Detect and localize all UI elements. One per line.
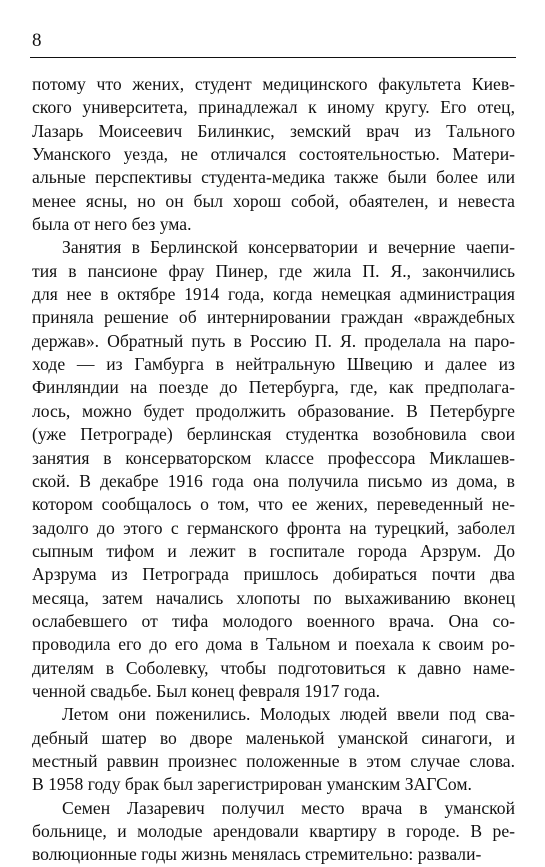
text-line: Лазарь Моисеевич Билинкис, земский врач из Тального	[32, 120, 515, 141]
text-line: Уманского уезда, не отличался состоятельностью. Матери-	[32, 144, 515, 165]
text-line: приняла решение об интернировании граждан «враждебных	[32, 307, 515, 328]
text-line: ченной свадьбе. Был конец февраля 1917 года.	[32, 680, 381, 701]
text-line: сыпным тифом и лежит в госпитале города Арзрум. До	[32, 540, 515, 561]
text-line: менее ясны, но он был хорош собой, обаятелен, и невеста	[32, 190, 515, 211]
paragraph	[32, 236, 515, 703]
text-line: потому что жених, студент медицинского факультета Киев-	[32, 74, 515, 94]
text-line: котором сообщалось о том, что ее жених, переведенный не-	[32, 494, 515, 515]
text-line: занятия в консерваторском классе профессора Миклашев-	[32, 447, 515, 468]
text-line: лось, можно будет продолжить образование. В Петербурге	[32, 400, 515, 421]
page-number: 8	[32, 30, 42, 51]
text-line: местный раввин произнес положенные в этом случае слова.	[32, 750, 515, 771]
text-line: (уже Петрограде) берлинская студентка возобновила свои	[32, 424, 515, 445]
text-line: ского университета, принадлежал к иному кругу. Его отец,	[32, 97, 515, 118]
paragraph	[32, 73, 515, 236]
text-line: ходе — из Гамбурга в нейтральную Швецию и далее из	[32, 354, 515, 375]
text-line: была от него без ума.	[32, 214, 192, 235]
text-line: Семен Лазаревич получил место врача в уманской	[62, 797, 515, 818]
text-line: Летом они поженились. Молодых людей ввели под сва-	[62, 704, 515, 725]
text-line: месяца, затем начались хлопоты по выхаживанию вконец	[32, 587, 515, 608]
text-line: больнице, и молодые арендовали квартиру в городе. В ре-	[32, 821, 515, 841]
header-rule	[30, 57, 516, 58]
text-line: держав». Обратный путь в Россию П. Я. проделала на паро-	[32, 330, 515, 351]
paragraph	[32, 797, 515, 867]
text-line: для нее в октябре 1914 года, когда немецкая администрация	[32, 284, 515, 305]
text-line: альные перспективы студента-медика также были более или	[32, 167, 515, 188]
paragraph	[32, 703, 515, 796]
text-line: дителям в Соболевку, чтобы подготовиться к давно наме-	[32, 657, 515, 678]
text-line: Занятия в Берлинской консерватории и вечерние чаепи-	[62, 237, 515, 258]
text-body	[32, 73, 515, 867]
text-line: задолго до этого с германского фронта на турецкий, заболел	[32, 517, 515, 538]
text-line: В 1958 году брак был зарегистрирован уманским ЗАГСом.	[32, 774, 472, 795]
text-line: дебный шатер во дворе маленькой уманской синагоги, и	[32, 727, 515, 748]
text-line: Арзрума из Петрограда пришлось добираться почти два	[32, 564, 515, 585]
text-line: ослабевшего от тифа молодого военного врача. Она со-	[32, 610, 515, 631]
text-line: проводила его до его дома в Тальном и поехала к своим ро-	[32, 634, 515, 655]
text-line: волюционные годы жизнь менялась стремительно: развали-	[32, 844, 482, 865]
text-line: Финляндии на поезде до Петербурга, где, как предполага-	[32, 377, 515, 398]
text-line: тия в пансионе фрау Пинер, где жила П. Я., закончились	[32, 260, 515, 281]
text-line: ской. В декабре 1916 года она получила письмо из дома, в	[32, 470, 515, 491]
